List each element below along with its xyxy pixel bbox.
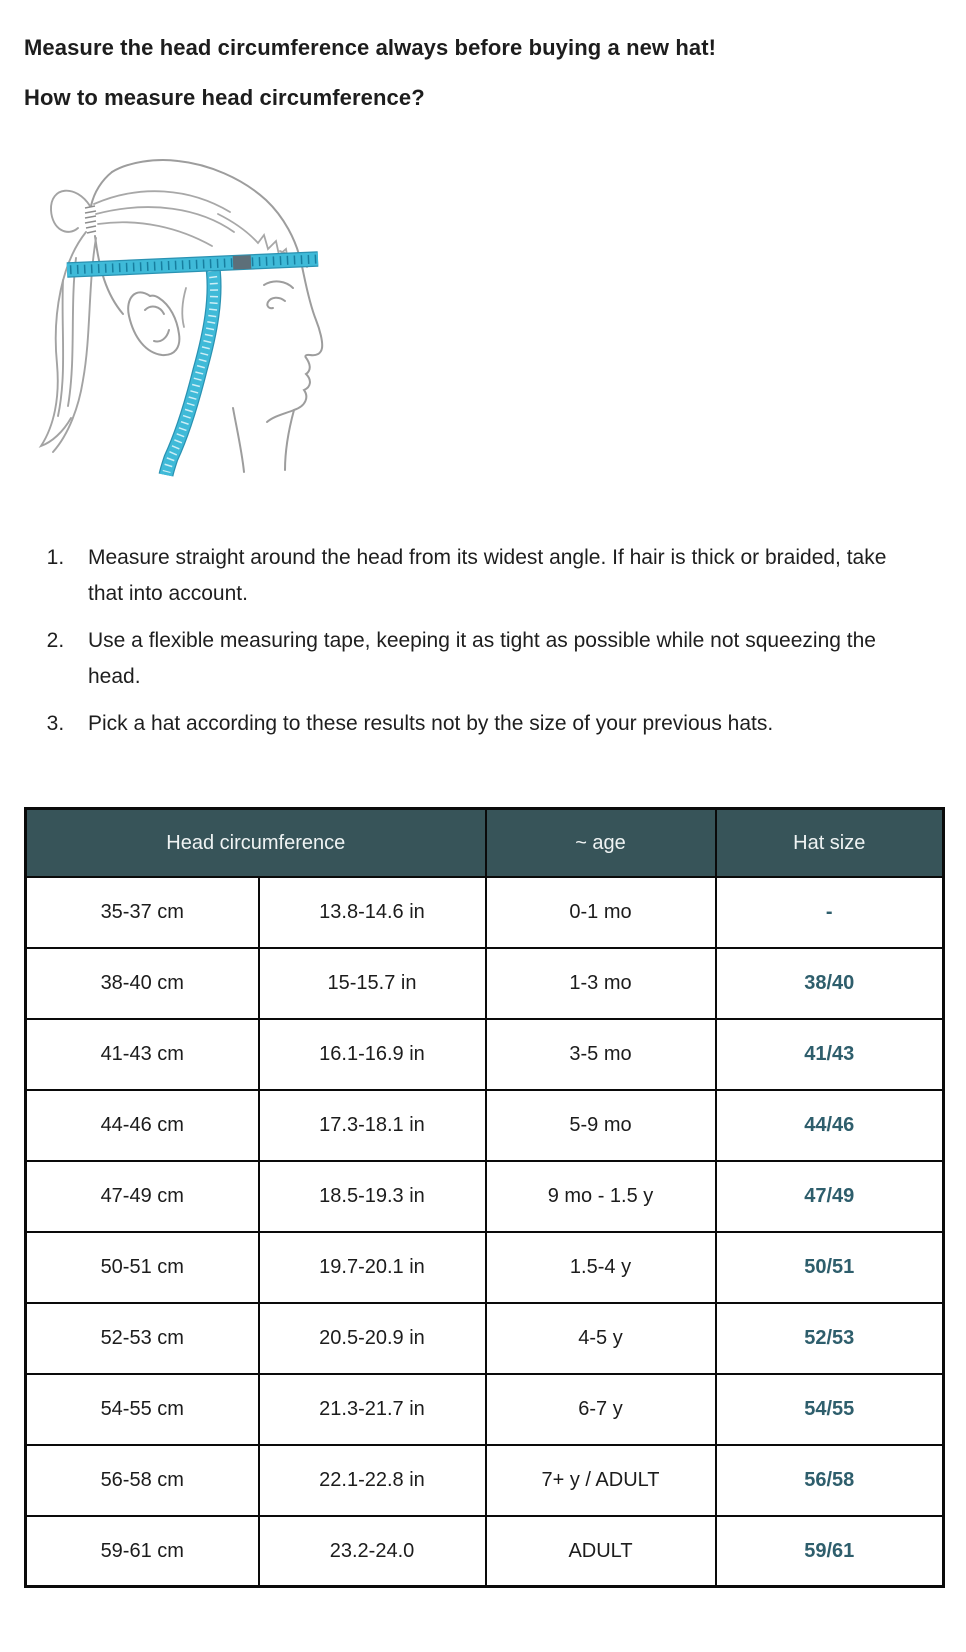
cell-circumference-in: 13.8-14.6 in	[259, 877, 486, 948]
cell-hat-size: 41/43	[716, 1019, 944, 1090]
cell-circumference-in: 20.5-20.9 in	[259, 1303, 486, 1374]
head-measurement-illustration	[28, 158, 328, 488]
cell-hat-size: 56/58	[716, 1445, 944, 1516]
cell-hat-size: 52/53	[716, 1303, 944, 1374]
table-row	[26, 877, 944, 948]
column-header-hat-size: Hat size	[716, 809, 944, 877]
cell-circumference-in: 17.3-18.1 in	[259, 1090, 486, 1161]
cell-circumference-cm: 56-58 cm	[26, 1445, 259, 1516]
cell-age: 3-5 mo	[486, 1019, 716, 1090]
cell-circumference-in: 22.1-22.8 in	[259, 1445, 486, 1516]
size-chart-body	[26, 877, 944, 1587]
page-title: Measure the head circumference always before buying a new hat!	[24, 35, 717, 60]
column-header-age: ~ age	[486, 809, 716, 877]
instruction-item-3: 3. Pick a hat according to these results not by the size of your previous hats.	[70, 706, 915, 742]
face-details	[264, 281, 293, 308]
table-row	[26, 1374, 944, 1445]
column-header-head-circumference: Head circumference	[26, 809, 486, 877]
table-row	[26, 1516, 944, 1587]
cell-age: ADULT	[486, 1516, 716, 1587]
cell-circumference-cm: 52-53 cm	[26, 1303, 259, 1374]
header-row	[26, 809, 944, 877]
instruction-item-2: 2. Use a flexible measuring tape, keeping it as tight as possible while not squeezing the head.	[70, 623, 915, 695]
cell-age: 7+ y / ADULT	[486, 1445, 716, 1516]
cell-age: 1.5-4 y	[486, 1232, 716, 1303]
cell-hat-size: 38/40	[716, 948, 944, 1019]
measuring-instructions-list	[24, 540, 924, 742]
table-row	[26, 948, 944, 1019]
measuring-tape-vertical	[166, 261, 214, 475]
cell-age: 6-7 y	[486, 1374, 716, 1445]
cell-age: 1-3 mo	[486, 948, 716, 1019]
size-chart-header	[26, 809, 944, 877]
cell-age: 4-5 y	[486, 1303, 716, 1374]
table-row	[26, 1232, 944, 1303]
table-row	[26, 1019, 944, 1090]
cell-circumference-in: 23.2-24.0	[259, 1516, 486, 1587]
table-row	[26, 1090, 944, 1161]
cell-age: 0-1 mo	[486, 877, 716, 948]
cell-age: 5-9 mo	[486, 1090, 716, 1161]
cell-circumference-cm: 47-49 cm	[26, 1161, 259, 1232]
cell-circumference-cm: 59-61 cm	[26, 1516, 259, 1587]
cell-age: 9 mo - 1.5 y	[486, 1161, 716, 1232]
cell-circumference-in: 15-15.7 in	[259, 948, 486, 1019]
ear	[128, 292, 179, 355]
cell-circumference-in: 16.1-16.9 in	[259, 1019, 486, 1090]
cell-hat-size: 50/51	[716, 1232, 944, 1303]
table-row	[26, 1161, 944, 1232]
cell-circumference-cm: 50-51 cm	[26, 1232, 259, 1303]
cell-circumference-cm: 54-55 cm	[26, 1374, 259, 1445]
cell-hat-size: 44/46	[716, 1090, 944, 1161]
cell-circumference-cm: 44-46 cm	[26, 1090, 259, 1161]
cell-circumference-in: 18.5-19.3 in	[259, 1161, 486, 1232]
cell-hat-size: -	[716, 877, 944, 948]
table-row	[26, 1445, 944, 1516]
section-heading: How to measure head circumference?	[24, 84, 425, 110]
cell-circumference-cm: 38-40 cm	[26, 948, 259, 1019]
cell-circumference-in: 21.3-21.7 in	[259, 1374, 486, 1445]
hat-size-chart-table	[24, 807, 945, 1588]
tape-overlap-segment	[233, 262, 251, 263]
ponytail	[41, 191, 96, 452]
measuring-tape-horizontal	[67, 259, 318, 270]
cell-hat-size: 47/49	[716, 1161, 944, 1232]
cell-circumference-cm: 41-43 cm	[26, 1019, 259, 1090]
cell-circumference-cm: 35-37 cm	[26, 877, 259, 948]
head-with-measuring-tape-graphic	[28, 158, 328, 488]
hair-tie	[85, 206, 96, 233]
cell-hat-size: 59/61	[716, 1516, 944, 1587]
table-row	[26, 1303, 944, 1374]
instruction-item-1: 1. Measure straight around the head from its widest angle. If hair is thick or braided, take that into account.	[70, 540, 915, 612]
cell-hat-size: 54/55	[716, 1374, 944, 1445]
cell-circumference-in: 19.7-20.1 in	[259, 1232, 486, 1303]
